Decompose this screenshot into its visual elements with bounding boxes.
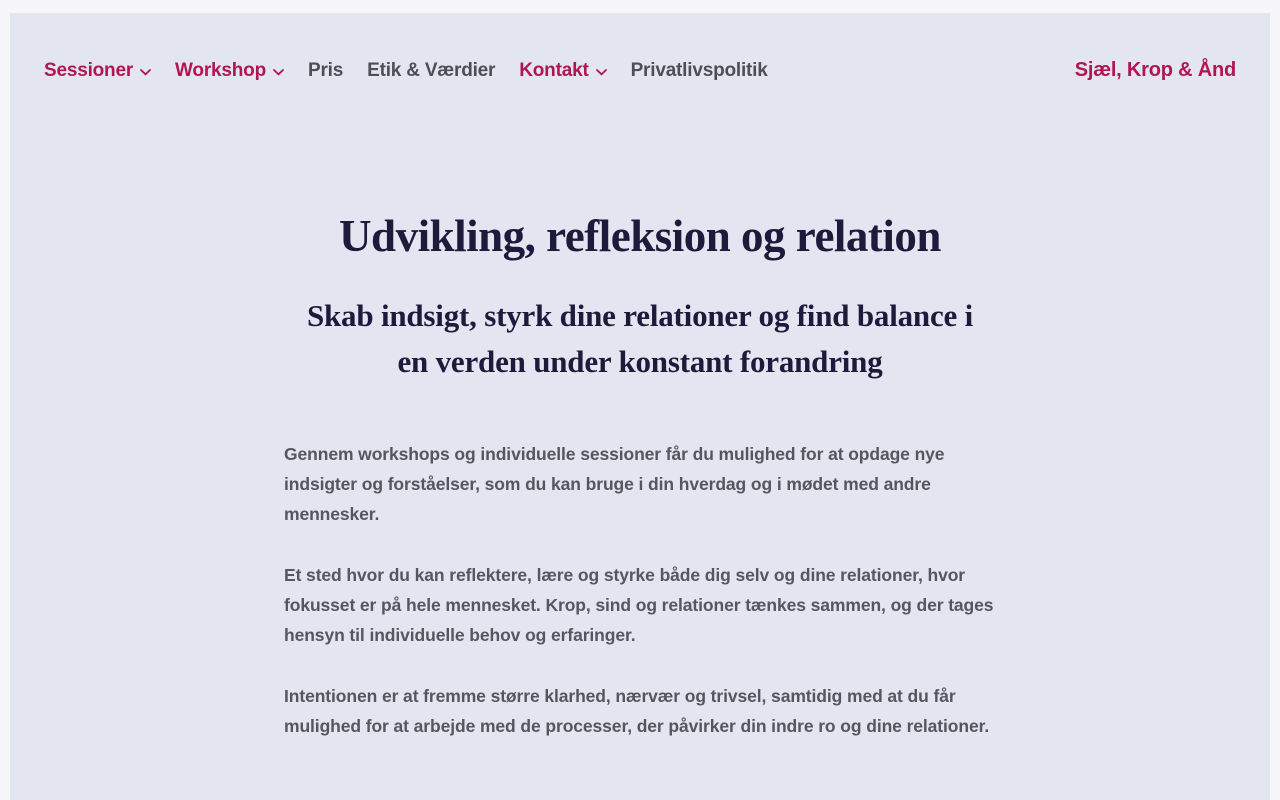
site-title-link[interactable]: Sjæl, Krop & Ånd [1074, 59, 1236, 81]
chevron-down-icon[interactable] [140, 69, 151, 76]
nav-item-label: Pris [307, 59, 344, 81]
page-title: Udvikling, refleksion og relation [339, 211, 941, 261]
main-nav [44, 60, 768, 82]
nav-item-sessioner[interactable] [44, 60, 151, 82]
content-area [10, 13, 1270, 800]
nav-item-pris[interactable] [308, 60, 343, 82]
body-paragraph: Intentionen er at fremme større klarhed, nærvær og trivsel, samtidig med at du får mulighed for at arbejde med de processer, der påvirker din indre ro og dine relationer. [284, 686, 990, 736]
main-content [284, 210, 996, 741]
nav-item-label: Kontakt [519, 59, 589, 81]
intro-text-block [284, 439, 996, 741]
nav-item-kontakt[interactable] [519, 60, 606, 82]
site-header [10, 13, 1270, 82]
body-paragraph: Et sted hvor du kan reflektere, lære og styrke både dig selv og dine relationer, hvor fokusset er på hele mennesket. Krop, sind og relationer tænkes sammen, og der tages hensyn til individuelle behov og erfaringer. [284, 565, 994, 645]
page-subtitle: Skab indsigt, styrk dine relationer og find balance i en verden under konstant forandring [306, 298, 974, 379]
nav-item-label: Workshop [175, 59, 266, 81]
nav-item-workshop[interactable] [175, 60, 284, 82]
nav-item-label: Etik & Værdier [367, 59, 496, 81]
chevron-down-icon[interactable] [596, 69, 607, 76]
nav-item-etik-vaerdier[interactable] [367, 60, 495, 82]
nav-item-label: Sessioner [44, 59, 134, 81]
chevron-down-icon[interactable] [273, 69, 284, 76]
body-paragraph: Gennem workshops og individuelle sessioner får du mulighed for at opdage nye indsigter og forståelser, som du kan bruge i din hverdag og i mødet med andre mennesker. [284, 444, 945, 524]
nav-item-privatlivspolitik[interactable] [631, 60, 768, 82]
nav-item-label: Privatlivspolitik [630, 59, 768, 81]
